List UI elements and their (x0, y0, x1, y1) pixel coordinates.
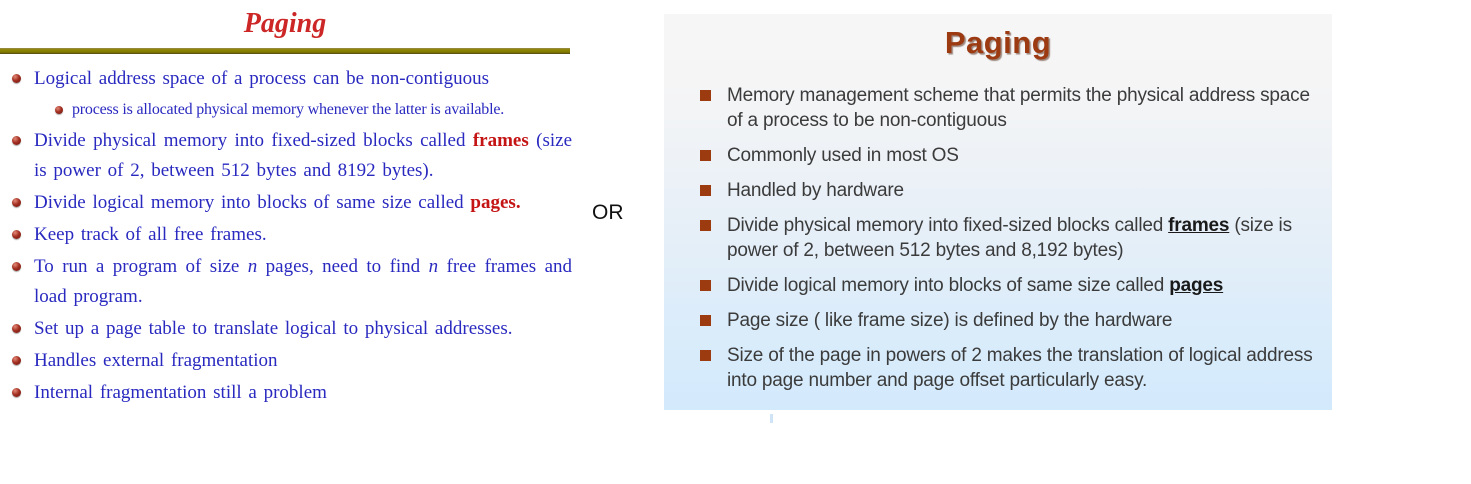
bullet-item (664, 273, 1332, 298)
bullet-text: Handles external fragmentation (34, 350, 278, 371)
right-bullet-list (664, 83, 1332, 393)
disc-bullet-icon (12, 198, 21, 207)
square-bullet-icon (700, 350, 711, 361)
bullet-text: Handled by hardware (727, 180, 904, 201)
disc-bullet-icon (12, 356, 21, 365)
left-slide-title: Paging (243, 8, 327, 39)
square-bullet-icon (700, 280, 711, 291)
bullet-text: Set up a page table to translate logical to physical addresses. (34, 318, 513, 339)
bullet-text: Memory management scheme that permits the physical address space of a process to be non-contiguous (727, 85, 1310, 131)
bullet-text: Page size ( like frame size) is defined by the hardware (727, 310, 1173, 331)
disc-bullet-icon (55, 106, 63, 114)
square-bullet-icon (700, 90, 711, 101)
bullet-text: Size of the page in powers of 2 makes the translation of logical address into page number and page offset particularly easy. (727, 345, 1313, 391)
bullet-item (0, 64, 575, 94)
or-label: OR (592, 201, 624, 224)
disc-bullet-icon (12, 74, 21, 83)
title-separator-rule (0, 48, 570, 54)
bullet-item (0, 96, 575, 124)
bullet-item (664, 343, 1332, 393)
bullet-text: Keep track of all free frames. (34, 224, 267, 245)
bullet-item (664, 143, 1332, 168)
disc-bullet-icon (12, 262, 21, 271)
square-bullet-icon (700, 315, 711, 326)
slide-right-paging (664, 14, 1332, 410)
right-slide-title: Paging (944, 25, 1052, 60)
square-bullet-icon (700, 150, 711, 161)
bullet-text: Internal fragmentation still a problem (34, 382, 327, 403)
bullet-item (0, 220, 575, 250)
bullet-text: Divide physical memory into fixed-sized blocks called frames (size is power of 2, between 512 bytes and 8,192 bytes) (727, 215, 1292, 261)
bullet-item (664, 178, 1332, 203)
bullet-text: process is allocated physical memory whenever the latter is available. (72, 101, 505, 118)
bullet-item (664, 83, 1332, 133)
stray-cursor-mark (770, 414, 773, 423)
bullet-text: Logical address space of a process can be non-contiguous (34, 68, 489, 89)
left-bullet-list (0, 64, 575, 410)
disc-bullet-icon (12, 388, 21, 397)
bullet-text: Commonly used in most OS (727, 145, 959, 166)
bullet-item (0, 346, 575, 376)
disc-bullet-icon (12, 136, 21, 145)
square-bullet-icon (700, 220, 711, 231)
square-bullet-icon (700, 185, 711, 196)
bullet-item (664, 213, 1332, 263)
bullet-item (0, 378, 575, 408)
bullet-text: Divide physical memory into fixed-sized blocks called frames (size is power of 2, between 512 bytes and 8192 bytes). (34, 130, 572, 181)
disc-bullet-icon (12, 230, 21, 239)
bullet-item (0, 314, 575, 344)
bullet-item (0, 126, 575, 186)
bullet-item (0, 188, 575, 218)
slide-left-paging (0, 0, 575, 484)
bullet-text: To run a program of size n pages, need to find n free frames and load program. (34, 256, 572, 307)
bullet-item (664, 308, 1332, 333)
bullet-text: Divide logical memory into blocks of same size called pages (727, 275, 1224, 296)
bullet-text: Divide logical memory into blocks of same size called pages. (34, 192, 521, 213)
bullet-item (0, 252, 575, 312)
disc-bullet-icon (12, 324, 21, 333)
